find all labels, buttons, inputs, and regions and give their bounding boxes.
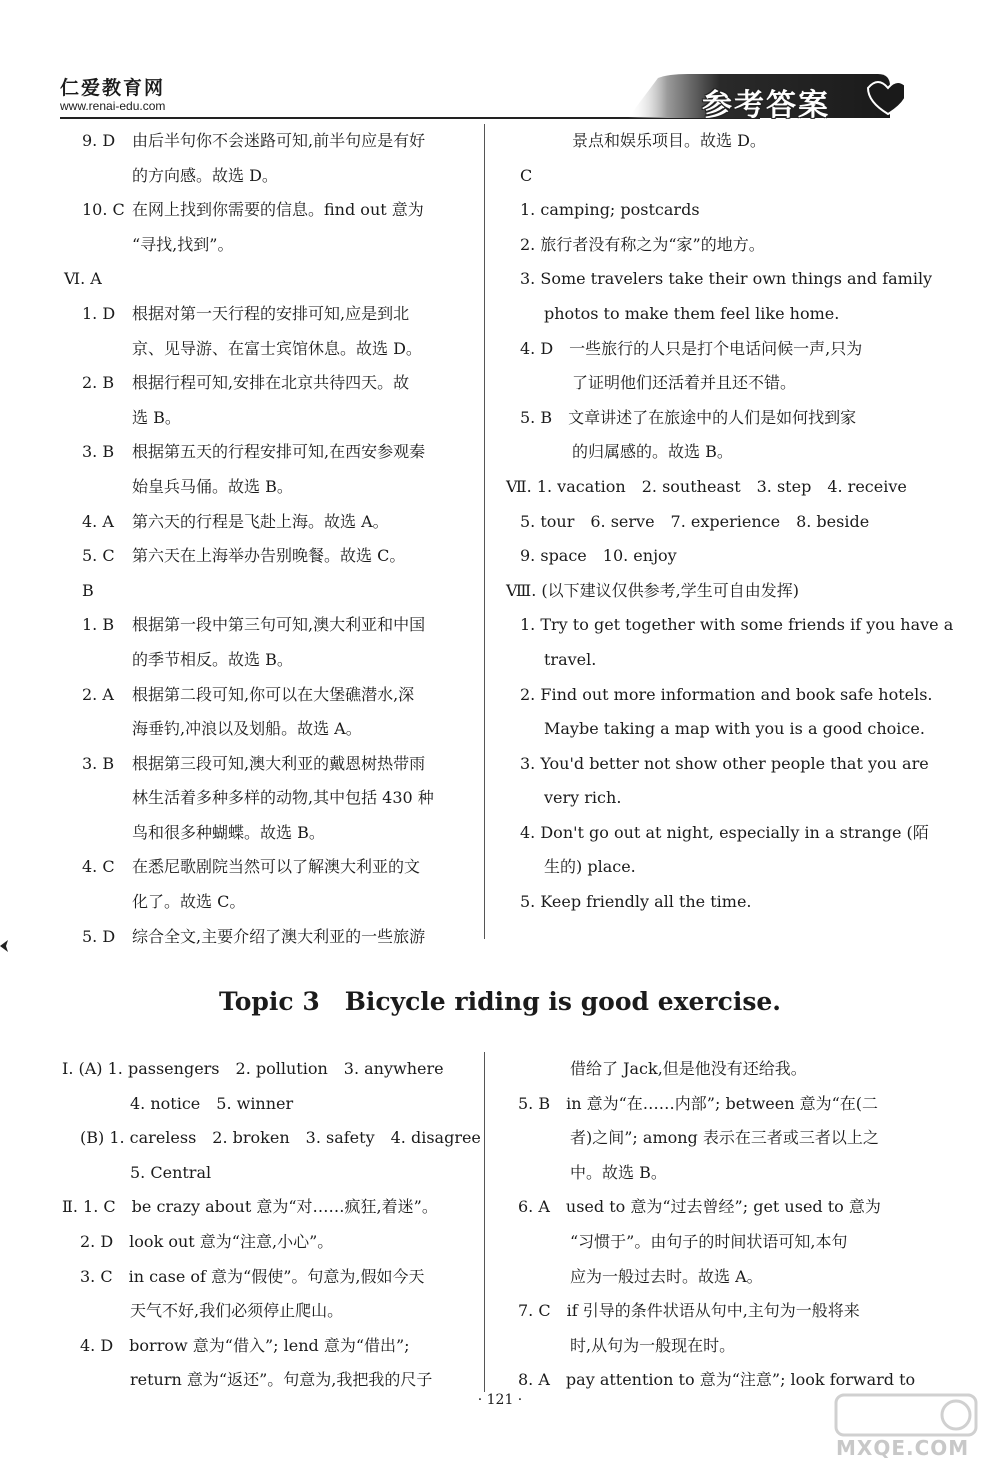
answer-text: 生的) place. [544,857,636,877]
answer-number: 4. C [82,857,115,877]
answer-line [504,1087,906,1122]
answer-line [62,1225,482,1260]
answer-text: 3. C in case of 意为“假使”。句意为,假如今天 [80,1266,425,1286]
answer-number: 3. B [82,753,115,773]
answer-line [64,366,472,401]
answer-line [504,1190,906,1225]
answer-text: Ⅱ. 1. C be crazy about 意为“对……疯狂,着迷”。 [62,1197,438,1217]
answer-line [64,643,472,678]
top-right-column [506,124,954,920]
answer-line [64,505,472,540]
answer-text: 2. 旅行者没有称之为“家”的地方。 [520,234,765,254]
answer-text: 5. B in 意为“在……内部”; between 意为“在(二 [518,1093,879,1113]
answer-line [504,1329,906,1364]
answer-text: “寻找,找到”。 [132,234,234,254]
answer-line [506,747,929,782]
answer-text: Ⅶ. 1. vacation 2. southeast 3. step 4. receive [506,476,907,496]
answer-line [64,850,472,885]
answer-text: 3. Some travelers take their own things and family [520,269,933,289]
answer-line [506,262,933,297]
answer-line [64,920,472,955]
answer-text: 1. Try to get together with some friends if you have a [520,615,954,635]
answer-line [506,297,906,332]
answer-text: 海垂钓,冲浪以及划船。故选 A。 [132,719,362,739]
answer-text: 1. camping; postcards [520,200,700,220]
answer-text: 京、见导游、在富士宾馆休息。故选 D。 [132,338,422,358]
answer-line [506,435,906,470]
answer-line [504,1294,906,1329]
page-number: · 121 · [477,1392,523,1408]
answer-line [62,1087,482,1122]
answer-line [506,505,906,540]
answer-text: 化了。故选 C。 [132,892,246,912]
answer-line [504,1121,906,1156]
answer-text: 5. Central [130,1162,212,1182]
bottom-left-column [62,1052,482,1398]
answer-text: B [82,580,94,600]
answer-text: 在悉尼歌剧院当然可以了解澳大利亚的文 [132,857,421,877]
answer-text: 的方向感。故选 D。 [132,165,278,185]
answer-line [506,539,906,574]
column-divider-bottom [484,1052,485,1392]
banner-title: 参考答案 [702,88,830,123]
answer-line [64,332,472,367]
answer-text: 2. Find out more information and book safe hotels. [520,684,933,704]
answer-text: 7. C if 引导的条件状语从句中,主句为一般将来 [518,1301,860,1321]
answer-text: 根据对第一天行程的安排可知,应是到北 [132,303,410,323]
answer-text: very rich. [544,788,622,808]
answer-text: travel. [544,649,597,669]
answer-line [504,1225,906,1260]
answer-line [64,574,472,609]
answer-text: “习惯于”。由句子的时间状语可知,本句 [570,1231,848,1251]
answer-line [504,1260,906,1295]
answer-line [506,228,906,263]
answer-line [64,816,472,851]
answer-number: 4. A [82,511,114,531]
answer-line [504,1156,906,1191]
answer-text: 根据第五天的行程安排可知,在西安参观秦 [132,442,426,462]
answer-number: 5. D [82,926,116,946]
answer-line [64,539,472,574]
answer-line [64,401,472,436]
answer-text: 根据第二段可知,你可以在大堡礁潜水,深 [132,684,415,704]
answer-line [62,1190,482,1225]
answer-text: 林生活着多种多样的动物,其中包括 430 种 [132,788,434,808]
answer-line [506,193,906,228]
answer-line [506,643,906,678]
answer-text: C [520,165,533,185]
answer-text: 选 B。 [132,407,181,427]
site-name: 仁爱教育网 [60,77,166,99]
answer-text: 根据行程可知,安排在北京共待四天。故 [132,373,410,393]
answer-number: 1. D [82,303,116,323]
answer-text: 鸟和很多种蝴蝶。故选 B。 [132,822,325,842]
answer-line [64,885,472,920]
answer-line [506,885,906,920]
answer-text: 6. A used to 意为“过去曾经”; get used to 意为 [518,1197,881,1217]
answer-line [64,712,472,747]
answer-line [506,124,906,159]
answer-text: Ⅷ. (以下建议仅供参考,学生可自由发挥) [506,580,799,600]
answer-text: 9. space 10. enjoy [520,546,677,566]
answer-line [506,332,906,367]
answer-text: Maybe taking a map with you is a good choice. [544,719,925,739]
answer-line [62,1121,482,1156]
answer-line [506,159,906,194]
answer-text: 3. You'd better not show other people that you are [520,753,929,773]
answer-text: 综合全文,主要介绍了澳大利亚的一些旅游 [132,926,426,946]
answer-line [64,435,472,470]
answer-line [506,816,929,851]
answer-text: (B) 1. careless 2. broken 3. safety 4. disagree [80,1128,481,1148]
answer-line [64,124,472,159]
answer-line [64,781,472,816]
answer-number: 2. B [82,373,115,393]
answer-number: 2. A [82,684,114,704]
answer-line [64,262,472,297]
answer-text: 2. D look out 意为“注意,小心”。 [80,1231,334,1251]
answer-text: Ⅵ. A [64,269,102,289]
answer-line [504,1052,906,1087]
page-header [0,0,1000,130]
answer-line [506,850,906,885]
answer-line [506,712,925,747]
answer-line [64,678,472,713]
answer-text: 时,从句为一般现在时。 [570,1335,736,1355]
answer-line [62,1294,482,1329]
answer-line [64,470,472,505]
answer-text: 始皇兵马俑。故选 B。 [132,476,293,496]
answer-line [506,574,906,609]
margin-mark-icon [0,940,10,952]
bottom-right-column [504,1052,916,1398]
answer-text: 4. D 一些旅行的人只是打个电话问候一声,只为 [520,338,863,358]
answer-line [62,1329,482,1364]
answer-text: 由后半句你不会迷路可知,前半句应是有好 [132,131,426,150]
answer-line [64,747,472,782]
answer-text: 者)之间”; among 表示在三者或三者以上之 [570,1128,879,1148]
answer-line [506,678,933,713]
topic-title: Topic 3 Bicycle riding is good exercise. [219,987,781,1016]
answer-text: 借给了 Jack,但是他没有还给我。 [570,1059,807,1078]
answer-number: 1. B [82,615,115,635]
site-url: www.renai-edu.com [60,99,166,113]
answer-line [64,193,472,228]
answer-line [506,366,906,401]
answer-line [64,608,472,643]
answer-text: 景点和娱乐项目。故选 D。 [572,131,766,150]
answer-text: photos to make them feel like home. [544,303,840,323]
answer-line [506,608,954,643]
answer-text: 5. B 文章讲述了在旅途中的人们是如何找到家 [520,407,857,427]
answer-text: 应为一般过去时。故选 A。 [570,1266,763,1286]
answer-line [506,401,906,436]
answer-text: 中。故选 B。 [570,1162,667,1182]
answer-text: 8. A pay attention to 意为“注意”; look forward to [518,1370,916,1390]
answer-text: 5. tour 6. serve 7. experience 8. beside [520,511,870,531]
answer-line [506,781,906,816]
answer-text: 天气不好,我们必须停止爬山。 [130,1301,344,1321]
answer-text: 的归属感的。故选 B。 [572,442,733,462]
answer-text: 第六天在上海举办告别晚餐。故选 C。 [132,546,406,566]
answer-text: return 意为“返还”。句意为,我把我的尺子 [130,1370,433,1390]
answer-text: 的季节相反。故选 B。 [132,649,293,669]
answer-line [506,470,906,505]
answer-line [64,159,472,194]
answer-number: 9. D [82,131,116,150]
answer-text: 4. D borrow 意为“借入”; lend 意为“借出”; [80,1335,410,1355]
answer-text: 第六天的行程是飞赴上海。故选 A。 [132,511,389,531]
answer-line [62,1260,482,1295]
answer-number: 10. C [82,200,125,220]
watermark-url: MXQE.COM [836,1436,970,1460]
answer-text: 4. notice 5. winner [130,1093,294,1113]
answer-text: 5. Keep friendly all the time. [520,892,752,912]
answer-text: 根据第三段可知,澳大利亚的戴恩树热带雨 [132,753,426,773]
answer-number: 3. B [82,442,115,462]
answer-number: 5. C [82,546,115,566]
column-divider-top [484,124,485,939]
answer-text: 了证明他们还活着并且还不错。 [572,373,797,393]
answer-line [62,1052,482,1087]
answer-text: 根据第一段中第三句可知,澳大利亚和中国 [132,615,426,635]
answer-line [64,228,472,263]
answer-text: 4. Don't go out at night, especially in a strange (陌 [520,822,929,842]
answer-text: Ⅰ. (A) 1. passengers 2. pollution 3. anywhere [62,1059,444,1078]
top-left-column [64,124,472,954]
answer-line [62,1156,482,1191]
answer-line [64,297,472,332]
answer-text: 在网上找到你需要的信息。find out 意为 [132,200,424,220]
